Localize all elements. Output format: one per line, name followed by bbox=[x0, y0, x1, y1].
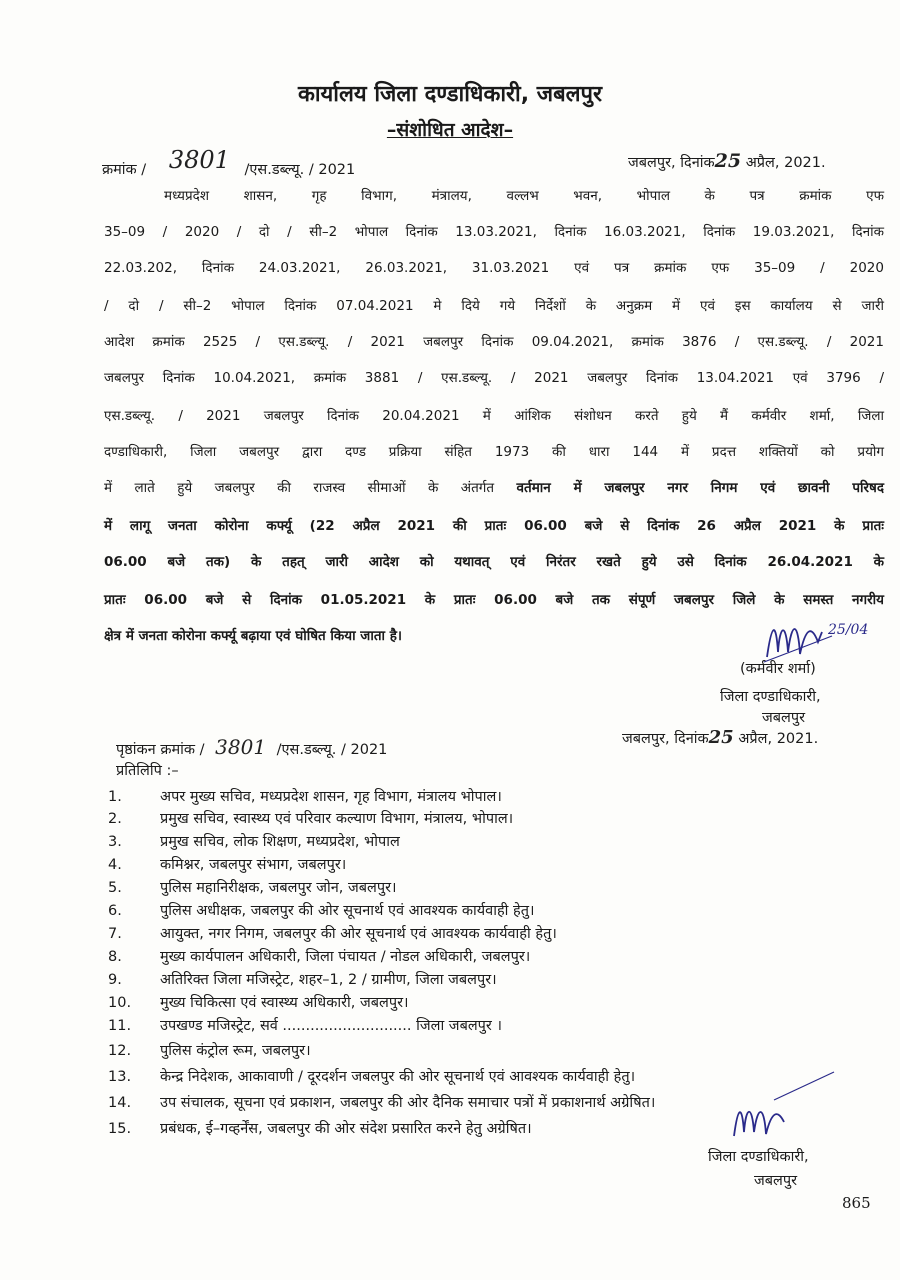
mixed-normal: में लाते हुये जबलपुर की राजस्व सीमाओं के अंतर्गत bbox=[104, 480, 495, 496]
list-text: उपखण्ड मजिस्ट्रेट, सर्व ............................ जिला जबलपुर । bbox=[160, 1018, 502, 1034]
signer-designation: जिला दण्डाधिकारी, bbox=[720, 689, 821, 705]
body-line: मध्यप्रदेश शासन, गृह विभाग, मंत्रालय, वल्लभ भवन, भोपाल के पत्र क्रमांक एफ bbox=[164, 188, 884, 204]
list-text: प्रमुख सचिव, स्वास्थ्य एवं परिवार कल्याण विभाग, मंत्रालय, भोपाल। bbox=[160, 811, 514, 827]
order-title: –संशोधित आदेश– bbox=[386, 119, 514, 141]
bold-line: प्रातः 06.00 बजे से दिनांक 01.05.2021 के प्रातः 06.00 बजे तक संपूर्ण जबलपुर जिले के समस्त नगरीय bbox=[104, 592, 884, 608]
body-line: एस.डब्ल्यू. / 2021 जबलपुर दिनांक 20.04.2021 में आंशिक संशोधन करते हुये मैं कर्मवीर शर्मा, जिला bbox=[104, 408, 884, 424]
order-day: 25 bbox=[714, 150, 742, 172]
list-text: पुलिस महानिरीक्षक, जबलपुर जोन, जबलपुर। bbox=[160, 880, 397, 896]
list-text: कमिश्नर, जबलपुर संभाग, जबलपुर। bbox=[160, 857, 347, 873]
endorsement-suffix: /एस.डब्ल्यू. / 2021 bbox=[276, 742, 388, 758]
list-text: उप संचालक, सूचना एवं प्रकाशन, जबलपुर की ओर दैनिक समाचार पत्रों में प्रकाशनार्थ अग्रेषित। bbox=[160, 1095, 656, 1111]
body-line: जबलपुर दिनांक 10.04.2021, क्रमांक 3881 / एस.डब्ल्यू. / 2021 जबलपुर दिनांक 13.04.2021 एवं 3796 / bbox=[104, 370, 884, 386]
list-item bbox=[108, 1040, 311, 1060]
list-num: 14. bbox=[108, 1095, 132, 1111]
list-item bbox=[108, 969, 497, 989]
list-text: केन्द्र निदेशक, आकावाणी / दूरदर्शन जबलपुर की ओर सूचनार्थ एवं आवश्यक कार्यवाही हेतु। bbox=[160, 1069, 636, 1085]
list-text: पुलिस कंट्रोल रूम, जबलपुर। bbox=[160, 1043, 311, 1059]
list-num: 10. bbox=[108, 995, 132, 1011]
list-item bbox=[108, 946, 530, 966]
list-text: प्रबंधक, ई–गव्हर्नेंस, जबलपुर की ओर संदेश प्रसारित करने हेतु अग्रेषित। bbox=[160, 1121, 532, 1137]
bold-line: क्षेत्र में जनता कोरोना कर्फ्यू बढ़ाया एवं घोषित किया जाता है। bbox=[104, 628, 402, 644]
list-num: 13. bbox=[108, 1069, 132, 1085]
footer-place: जबलपुर bbox=[754, 1173, 798, 1189]
body-line-mixed bbox=[104, 478, 884, 498]
bold-line: में लागू जनता कोरोना कर्फ्यू (22 अप्रैल 2021 की प्रातः 06.00 बजे से दिनांक 26 अप्रैल 2021 के प्रातः bbox=[104, 518, 884, 534]
order-number: 3801 bbox=[168, 146, 230, 174]
list-item bbox=[108, 877, 397, 897]
page-number: 865 bbox=[842, 1194, 871, 1212]
list-item bbox=[108, 992, 409, 1012]
list-num: 9. bbox=[108, 972, 122, 988]
endorsement-place-date bbox=[622, 727, 818, 748]
signer-place: जबलपुर bbox=[762, 710, 806, 726]
list-text: अपर मुख्य सचिव, मध्यप्रदेश शासन, गृह विभाग, मंत्रालय भोपाल। bbox=[160, 789, 502, 805]
list-num: 4. bbox=[108, 857, 122, 873]
body-line: / दो / सी–2 भोपाल दिनांक 07.04.2021 मे दिये गये निर्देशों के अनुक्रम में एवं इस कार्यालय से जारी bbox=[104, 298, 884, 314]
body-line: 22.03.202, दिनांक 24.03.2021, 26.03.2021, 31.03.2021 एवं पत्र क्रमांक एफ 35–09 / 2020 bbox=[104, 260, 884, 276]
list-item bbox=[108, 808, 513, 828]
list-item bbox=[108, 831, 400, 851]
order-ref-label: क्रमांक / bbox=[102, 162, 147, 178]
list-item bbox=[108, 1092, 655, 1112]
list-item bbox=[108, 1015, 502, 1035]
bold-line: 06.00 बजे तक) के तहत् जारी आदेश को यथावत् एवं निरंतर रखते हुये उसे दिनांक 26.04.2021 के bbox=[104, 554, 884, 570]
place-date-prefix: जबलपुर, दिनांक bbox=[628, 155, 715, 171]
mixed-bold: वर्तमान में जबलपुर नगर निगम एवं छावनी परिषद bbox=[516, 480, 884, 496]
signer-name: (कर्मवीर शर्मा) bbox=[740, 661, 816, 677]
signature-scribble-footer bbox=[730, 1094, 810, 1149]
order-place-date bbox=[628, 150, 826, 172]
body-line: आदेश क्रमांक 2525 / एस.डब्ल्यू. / 2021 जबलपुर दिनांक 09.04.2021, क्रमांक 3876 / एस.डब्ल्यू. / 2021 bbox=[104, 334, 884, 350]
list-text: मुख्य कार्यपालन अधिकारी, जिला पंचायत / नोडल अधिकारी, जबलपुर। bbox=[160, 949, 531, 965]
list-item bbox=[108, 1066, 635, 1086]
endorsement-day: 25 bbox=[708, 727, 734, 748]
body-line: 35–09 / 2020 / दो / सी–2 भोपाल दिनांक 13.03.2021, दिनांक 16.03.2021, दिनांक 19.03.2021, दिनांक bbox=[104, 224, 884, 240]
list-text: अतिरिक्त जिला मजिस्ट्रेट, शहर–1, 2 / ग्रामीण, जिला जबलपुर। bbox=[160, 972, 497, 988]
office-title: कार्यालय जिला दण्डाधिकारी, जबलपुर bbox=[297, 82, 603, 107]
list-item bbox=[108, 854, 346, 874]
list-item bbox=[108, 900, 534, 920]
footer-designation: जिला दण्डाधिकारी, bbox=[708, 1149, 809, 1165]
list-text: पुलिस अधीक्षक, जबलपुर की ओर सूचनार्थ एवं आवश्यक कार्यवाही हेतु। bbox=[160, 903, 535, 919]
order-month-year: अप्रैल, 2021. bbox=[745, 155, 826, 171]
endorsement-number: 3801 bbox=[215, 735, 267, 759]
list-num: 3. bbox=[108, 834, 122, 850]
list-num: 5. bbox=[108, 880, 122, 896]
list-num: 15. bbox=[108, 1121, 132, 1137]
endorsement-ref bbox=[116, 735, 387, 759]
endorsement-label: पृष्ठांकन क्रमांक / bbox=[116, 742, 205, 758]
body-line: दण्डाधिकारी, जिला जबलपुर द्वारा दण्ड प्रक्रिया संहित 1973 की धारा 144 में प्रदत्त शक्तियों को प्रयोग bbox=[104, 444, 884, 460]
order-body bbox=[104, 186, 884, 646]
list-item bbox=[108, 923, 557, 943]
list-num: 11. bbox=[108, 1018, 132, 1034]
list-num: 1. bbox=[108, 789, 122, 805]
list-item bbox=[108, 786, 502, 806]
list-text: प्रमुख सचिव, लोक शिक्षण, मध्यप्रदेश, भोपाल bbox=[160, 834, 400, 850]
order-ref bbox=[102, 146, 356, 180]
list-text: आयुक्त, नगर निगम, जबलपुर की ओर सूचनार्थ एवं आवश्यक कार्यवाही हेतु। bbox=[160, 926, 557, 942]
endorsement-month-year: अप्रैल, 2021. bbox=[738, 731, 819, 747]
list-num: 12. bbox=[108, 1043, 132, 1059]
list-item bbox=[108, 1118, 532, 1138]
list-text: मुख्य चिकित्सा एवं स्वास्थ्य अधिकारी, जबलपुर। bbox=[160, 995, 409, 1011]
list-num: 7. bbox=[108, 926, 122, 942]
copy-label: प्रतिलिपि :– bbox=[116, 763, 179, 779]
signature-date: 25/04 bbox=[828, 622, 869, 638]
endorsement-date-prefix: जबलपुर, दिनांक bbox=[622, 731, 709, 747]
order-ref-suffix: /एस.डब्ल्यू. / 2021 bbox=[244, 162, 356, 178]
list-num: 6. bbox=[108, 903, 122, 919]
list-num: 2. bbox=[108, 811, 122, 827]
list-num: 8. bbox=[108, 949, 122, 965]
